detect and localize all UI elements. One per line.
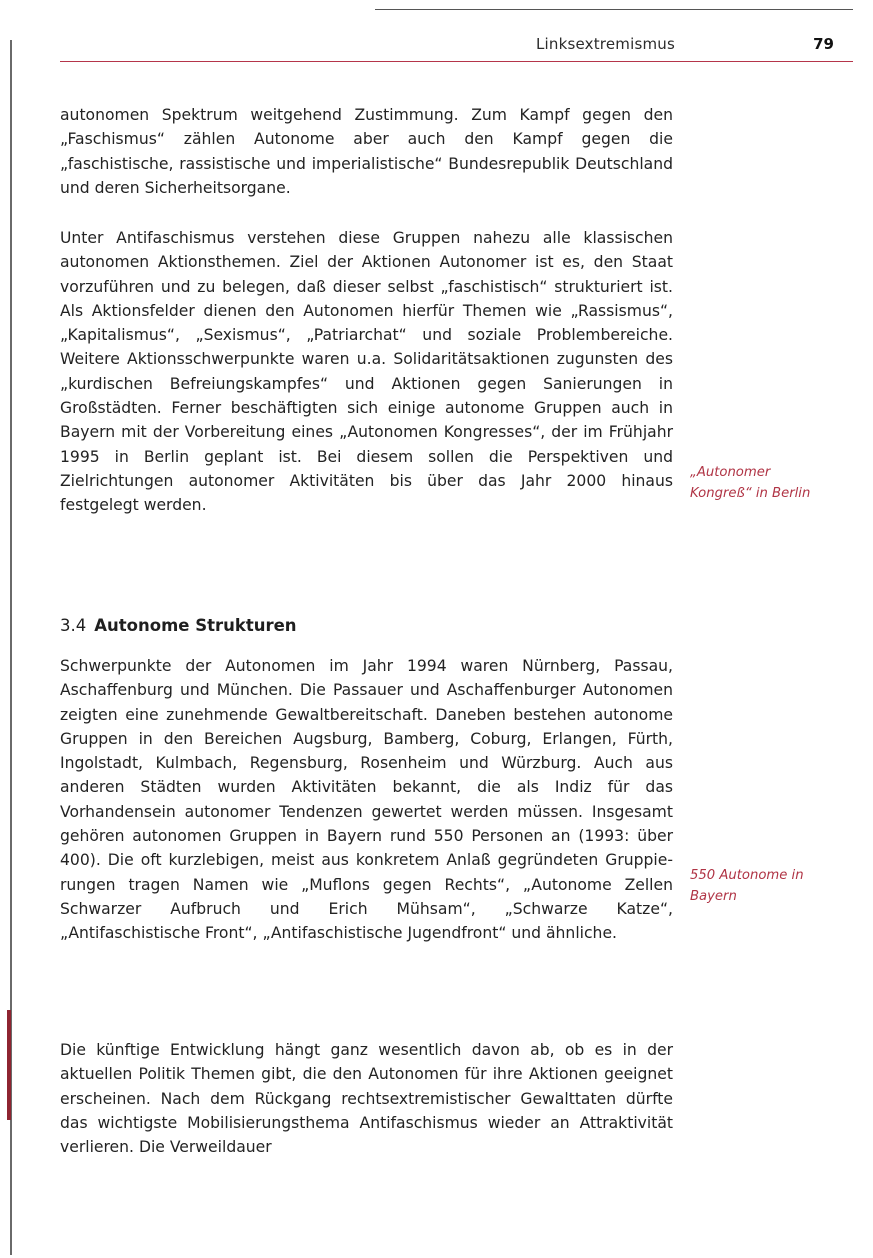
paragraph-schwerpunkte: Schwerpunkte der Autonomen im Jahr 1994 waren Nürnberg, Passau, Aschaffenburg und München. Die Passauer und Aschaffenburger Autonomen zeigten eine zunehmende Gewaltbereitschaft. Daneben bestehen autonome Gruppen in den Bereichen Augsburg, Bamberg, Coburg, Erlangen, Fürth, Ingolstadt, Kulmbach, Regensburg, Rosenheim und Würzburg. Auch aus anderen Städten wurden Aktivitäten bekannt, die als Indiz für das Vorhandensein autonomer Tendenzen gewertet werden müssen. Insgesamt gehören autonomen Gruppen in Bayern rund 550 Personen an (1993: über 400). Die oft kurzlebigen, meist aus konkretem Anlaß gegründeten Gruppierungen tragen Namen wie „Muflons gegen Rechts“, „Autonome Zellen Schwarzer Aufbruch und Erich Mühsam“, „Schwarze Katze“, „Antifaschistische Front“, „Antifaschistische Jugendfront“ und ähnliche. xyxy=(60,657,673,943)
top-edge-rule xyxy=(375,9,853,10)
paragraph-entwicklung: Die künftige Entwicklung hängt ganz wesentlich davon ab, ob es in der aktuellen Politik Themen gibt, die den Autonomen für ihre Aktionen geeignet erscheinen. Nach dem Rückgang rechtsextremistischer Gewalttaten dürfte das wichtigste Mobilisierungsthema Antifaschismus wieder an Attraktivität verlieren. Die Verweildauer xyxy=(60,1041,673,1157)
section-title: Autonome Strukturen xyxy=(94,616,297,635)
header-rule xyxy=(60,61,853,62)
section-heading xyxy=(60,614,673,638)
page-number: 79 xyxy=(813,35,834,53)
paragraph-antifaschismus: Unter Antifaschismus verstehen diese Gruppen nahezu alle klassischen autonomen Aktionsthemen. Ziel der Aktionen Autonomer ist es, den Staat vorzuführen und zu belegen, daß dieser selbst „faschistisch“ strukturiert ist. Als Aktionsfelder dienen den Autonomen hierfür Themen wie „Rassismus“, „Kapitalismus“, „Sexismus“, „Patriarchat“ und soziale Problembereiche. Weitere Aktionsschwerpunkte waren u.a. Solidaritätsaktionen zugunsten des „kurdischen Befreiungskampfes“ und Aktionen gegen Sanierungen in Großstädten. Ferner beschäftigten sich einige autonome Gruppen auch in Bayern mit der Vorbereitung eines „Autonomen Kongresses“, der im Frühjahr 1995 in Berlin geplant ist. Bei diesem sollen die Perspektiven und Zielrichtungen autonomer Aktivitäten bis über das Jahr 2000 hinaus festgelegt werden. xyxy=(60,229,673,515)
paragraph-continuation: autonomen Spektrum weitgehend Zustimmung. Zum Kampf gegen den „Faschismus“ zählen Autonome aber auch den Kampf gegen die „faschistische, rassistische und imperialistische“ Bundesrepublik Deutschland und deren Sicherheitsorgane. xyxy=(60,106,673,197)
margin-note-kongress: „Autonomer Kongreß“ in Berlin xyxy=(690,465,811,501)
margin-note-autonome-bayern: 550 Autonome in Bayern xyxy=(690,868,804,904)
running-title: Linksextremismus xyxy=(535,35,675,53)
page-binding-mark xyxy=(7,1010,11,1120)
section-number: 3.4 xyxy=(60,616,87,635)
